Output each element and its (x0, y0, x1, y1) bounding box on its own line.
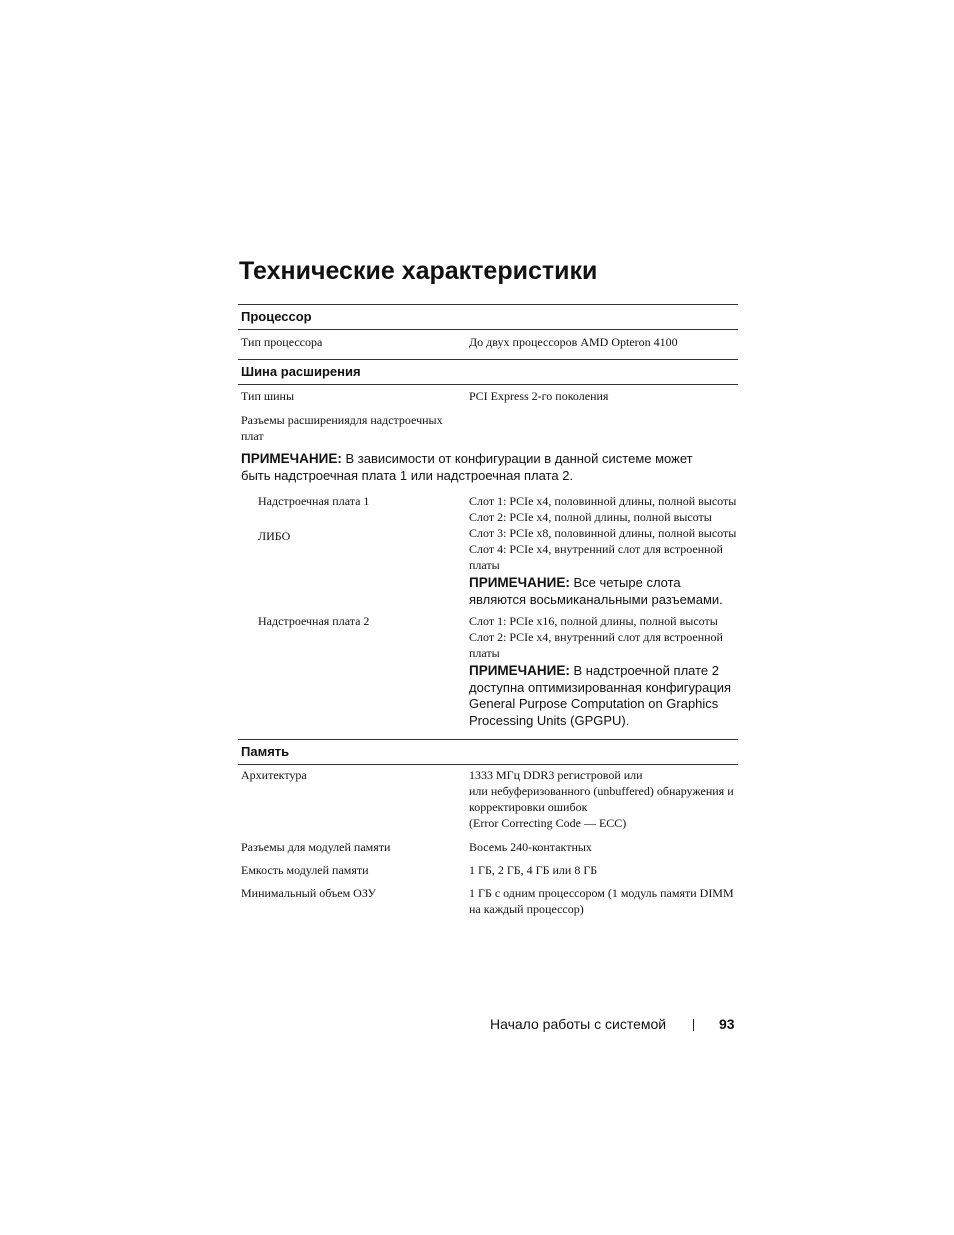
note-text: В надстроечной плате 2 доступна оптимизированная конфигурация General Purpose Computation on Graphics Processing Units (GPGPU). (469, 663, 732, 728)
page-title: Технические характеристики (239, 257, 598, 285)
spec-label: Емкость модулей памяти (241, 863, 369, 877)
spec-row-memory-min (238, 885, 738, 917)
spec-row-processor-type (238, 334, 738, 350)
spec-label: Разъемы расширениядля надстроечных плат (241, 413, 443, 443)
section-title: Шина расширения (241, 364, 361, 379)
note-label: ПРИМЕЧАНИЕ: (241, 451, 342, 466)
spec-label: Тип процессора (241, 335, 323, 349)
slot-item: Слот 1: PCIe x16, полной длины, полной высоты (469, 614, 718, 628)
slot-item: Слот 2: PCIe x4, полной длины, полной высоты (469, 510, 712, 524)
note-riser1 (469, 575, 738, 608)
footer-section-title: Начало работы с системой (490, 1016, 667, 1032)
spec-value: 1 ГБ, 2 ГБ, 4 ГБ или 8 ГБ (469, 863, 598, 877)
spec-value: 1 ГБ с одним процессором (1 модуль памяти DIMM на каждый процессор) (469, 886, 734, 916)
spec-row-memory-capacity (238, 862, 738, 878)
spec-value: PCI Express 2-го поколения (469, 389, 609, 403)
page-number: 93 (719, 1016, 735, 1032)
spec-row-bus-slots (238, 412, 738, 444)
note-riser-config (238, 451, 721, 484)
spec-value: Восемь 240-контактных (469, 840, 592, 854)
note-text: В зависимости от конфигурации в данной системе может быть надстроечная плата 1 или надстроечная плата 2. (241, 451, 693, 483)
slot-item: Слот 4: PCIe x4, внутренний слот для встроенной платы (469, 542, 723, 572)
spec-label: Минимальный объем ОЗУ (241, 886, 377, 900)
or-label: ЛИБО (258, 529, 291, 543)
section-title: Процессор (241, 309, 312, 324)
section-header-processor (238, 304, 738, 330)
note-label: ПРИМЕЧАНИЕ: (469, 575, 570, 590)
section-header-bus (238, 359, 738, 385)
arch-line: или небуферизованного (unbuffered) обнаружения и корректировки ошибок (469, 784, 734, 814)
spec-value (466, 767, 738, 831)
section-title: Память (241, 744, 290, 759)
spec-row-riser2 (238, 613, 738, 729)
riser2-slots (466, 613, 738, 729)
spec-row-riser1 (238, 493, 738, 608)
spec-row-bus-type (238, 388, 738, 404)
spec-value: До двух процессоров AMD Opteron 4100 (469, 335, 678, 349)
section-header-memory (238, 739, 738, 765)
arch-line: 1333 МГц DDR3 регистровой или (469, 768, 643, 782)
footer-separator (693, 1019, 694, 1031)
note-label: ПРИМЕЧАНИЕ: (469, 663, 570, 678)
arch-line: (Error Correcting Code — ECC) (469, 816, 627, 830)
spec-label: Надстроечная плата 2 (258, 614, 370, 628)
spec-label: Архитектура (241, 768, 307, 782)
spec-label: Тип шины (241, 389, 295, 403)
note-text: Все четыре слота являются восьмиканальными разъемами. (469, 575, 723, 607)
slot-item: Слот 3: PCIe x8, половинной длины, полной высоты (469, 526, 737, 540)
spec-row-memory-sockets (238, 839, 738, 855)
note-riser2 (469, 663, 738, 729)
spec-label: Разъемы для модулей памяти (241, 840, 391, 854)
riser1-slots (466, 493, 738, 608)
slot-item: Слот 2: PCIe x4, внутренний слот для встроенной платы (469, 630, 723, 660)
slot-item: Слот 1: PCIe x4, половинной длины, полной высоты (469, 494, 737, 508)
spec-row-memory-arch (238, 767, 738, 831)
riser1-labels (238, 493, 466, 608)
spec-label: Надстроечная плата 1 (258, 494, 370, 508)
spec-table (238, 304, 738, 917)
